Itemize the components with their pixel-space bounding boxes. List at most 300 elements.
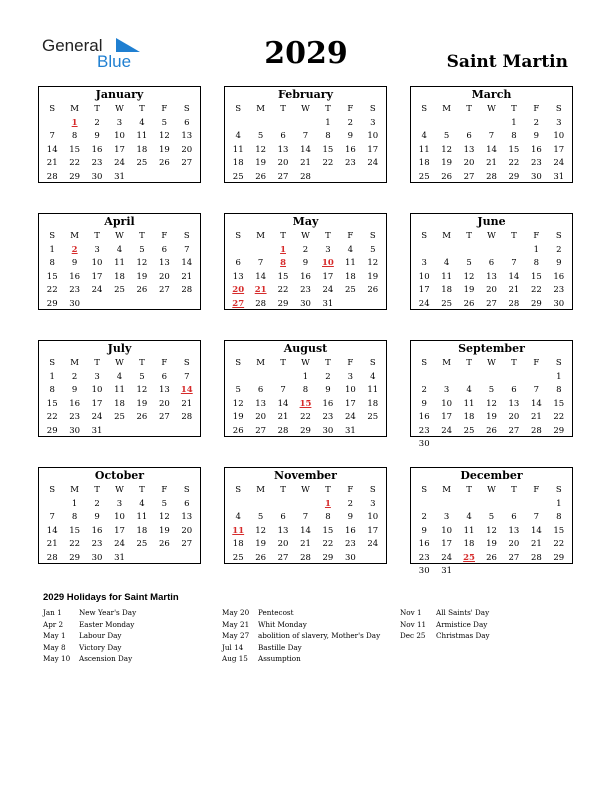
day-cell: 17 — [91, 398, 103, 409]
day-cell: 19 — [255, 539, 267, 549]
weekday-header: T — [511, 231, 517, 241]
day-cell: 22 — [553, 412, 565, 422]
day-cell: 8 — [556, 512, 562, 522]
day-cell: 6 — [235, 258, 241, 268]
weekday-header: F — [533, 485, 540, 495]
holiday-row — [222, 642, 380, 654]
day-cell: 11 — [114, 385, 125, 395]
empty-cell — [458, 244, 480, 258]
day-cell: 3 — [347, 371, 354, 382]
day-cell: 20 — [508, 539, 520, 549]
weekday-header: T — [325, 358, 331, 368]
day-cell: 18 — [114, 271, 125, 282]
day-cell: 21 — [486, 158, 497, 168]
month-title: July — [107, 342, 132, 355]
weekday-header: F — [533, 358, 540, 368]
holiday-day: 15 — [299, 398, 312, 409]
day-cell: 13 — [277, 144, 289, 155]
day-cell: 8 — [325, 512, 331, 522]
day-cell: 6 — [161, 371, 168, 382]
empty-cell — [458, 498, 480, 512]
day-cell: 24 — [114, 539, 125, 549]
day-cell: 26 — [441, 171, 453, 182]
day-grid — [41, 103, 198, 184]
month-january — [38, 86, 201, 183]
day-cell: 8 — [302, 385, 309, 395]
day-cell: 2 — [421, 385, 427, 395]
day-cell: 26 — [463, 298, 475, 309]
day-cell: 1 — [511, 117, 517, 128]
weekday-header: S — [369, 231, 376, 241]
month-title: October — [94, 469, 145, 482]
day-cell: 28 — [46, 552, 58, 563]
day-cell: 7 — [533, 512, 540, 522]
month-july — [38, 340, 201, 437]
holiday-name: Assumption — [258, 654, 301, 663]
day-grid — [413, 230, 570, 311]
day-cell: 26 — [255, 552, 267, 563]
day-cell: 3 — [421, 258, 427, 268]
day-cell: 4 — [235, 512, 241, 522]
day-cell: 7 — [302, 512, 309, 522]
day-cell: 11 — [136, 512, 148, 522]
day-cell: 9 — [325, 385, 331, 395]
day-cell: 27 — [508, 552, 520, 563]
day-cell: 31 — [114, 171, 125, 182]
day-cell: 14 — [46, 144, 58, 155]
day-grid — [227, 484, 384, 565]
holiday-date: May 27 — [222, 631, 250, 640]
holiday-date: Apr 2 — [43, 619, 64, 629]
holiday-day: 14 — [180, 385, 193, 395]
weekday-header: F — [161, 231, 168, 241]
month-title: August — [283, 342, 328, 355]
day-cell: 10 — [418, 271, 430, 282]
day-cell: 9 — [94, 131, 100, 141]
day-cell: 23 — [418, 552, 430, 563]
holiday-date: May 10 — [43, 654, 71, 663]
day-cell: 27 — [277, 552, 289, 563]
month-february — [224, 86, 387, 183]
day-cell: 16 — [91, 525, 103, 536]
day-cell: 12 — [232, 398, 244, 409]
day-cell: 19 — [463, 285, 475, 295]
day-cell: 8 — [49, 258, 55, 268]
month-august — [224, 340, 387, 437]
day-cell: 30 — [418, 566, 430, 576]
weekday-header: F — [347, 358, 354, 368]
day-cell: 30 — [69, 298, 81, 309]
day-cell: 24 — [91, 412, 103, 422]
empty-cell — [503, 498, 525, 512]
holiday-column — [400, 607, 490, 642]
empty-cell — [435, 244, 457, 258]
holiday-day: 2 — [71, 244, 78, 255]
day-cell: 3 — [443, 385, 450, 395]
day-cell: 17 — [553, 144, 565, 155]
day-cell: 11 — [418, 144, 430, 155]
day-cell: 8 — [556, 385, 562, 395]
day-cell: 19 — [158, 144, 170, 155]
day-cell: 30 — [530, 171, 542, 182]
day-cell: 22 — [69, 158, 81, 168]
holiday-day: 1 — [280, 244, 287, 255]
empty-cell — [227, 371, 249, 385]
day-cell: 22 — [322, 539, 334, 549]
day-cell: 2 — [347, 498, 354, 509]
empty-cell — [435, 371, 457, 385]
weekday-header: M — [70, 231, 79, 241]
empty-cell — [525, 371, 547, 385]
day-cell: 3 — [116, 117, 123, 128]
day-cell: 26 — [158, 539, 170, 549]
day-cell: 7 — [184, 244, 190, 255]
day-cell: 21 — [300, 158, 311, 168]
day-cell: 10 — [91, 258, 103, 268]
day-cell: 22 — [69, 539, 81, 549]
day-cell: 25 — [136, 158, 148, 168]
day-cell: 21 — [46, 158, 58, 168]
weekday-header: S — [555, 104, 562, 114]
day-cell: 7 — [533, 385, 540, 395]
day-cell: 19 — [136, 398, 148, 409]
holiday-row — [222, 607, 380, 619]
holiday-row — [400, 619, 490, 631]
day-cell: 10 — [114, 512, 125, 522]
day-cell: 29 — [322, 552, 334, 563]
holiday-day: 8 — [280, 258, 287, 268]
day-cell: 31 — [344, 425, 356, 436]
day-cell: 29 — [508, 171, 520, 182]
weekday-header: F — [533, 231, 540, 241]
day-cell: 27 — [486, 298, 497, 309]
day-cell: 23 — [344, 539, 356, 549]
empty-cell — [227, 117, 249, 131]
holiday-date: Aug 15 — [222, 654, 248, 663]
day-cell: 11 — [463, 525, 475, 536]
weekday-header: S — [235, 231, 242, 241]
day-cell: 17 — [441, 412, 453, 422]
day-cell: 9 — [533, 131, 540, 141]
day-cell: 1 — [71, 498, 78, 509]
day-cell: 21 — [530, 412, 542, 422]
day-cell: 13 — [277, 525, 289, 536]
weekday-header: T — [139, 485, 145, 495]
weekday-header: M — [442, 485, 451, 495]
weekday-header: W — [301, 104, 310, 114]
holiday-name: Victory Day — [79, 642, 122, 652]
weekday-header: M — [256, 231, 265, 241]
day-cell: 13 — [181, 512, 193, 522]
day-cell: 25 — [367, 412, 379, 422]
day-cell: 24 — [553, 158, 565, 168]
day-cell: 28 — [300, 171, 311, 182]
weekday-header: T — [139, 231, 145, 241]
day-cell: 10 — [553, 131, 565, 141]
day-cell: 9 — [94, 512, 100, 522]
holiday-name: Armistice Day — [436, 619, 488, 629]
day-cell: 20 — [277, 158, 289, 168]
weekday-header: F — [161, 358, 168, 368]
holiday-name: All Saints' Day — [436, 608, 490, 617]
day-cell: 16 — [300, 271, 311, 282]
day-cell: 2 — [71, 371, 78, 382]
day-cell: 13 — [463, 144, 475, 155]
day-cell: 20 — [158, 398, 170, 409]
day-cell: 15 — [508, 144, 520, 155]
weekday-header: S — [421, 485, 428, 495]
day-cell: 5 — [139, 371, 145, 382]
day-cell: 26 — [367, 285, 379, 295]
day-cell: 8 — [533, 258, 540, 268]
day-cell: 19 — [486, 539, 497, 549]
weekday-header: S — [183, 231, 190, 241]
day-cell: 17 — [114, 144, 125, 155]
day-cell: 15 — [46, 271, 58, 282]
month-title: April — [104, 215, 135, 228]
day-cell: 18 — [136, 525, 148, 536]
day-cell: 16 — [69, 271, 81, 282]
weekday-header: M — [70, 358, 79, 368]
day-cell: 3 — [370, 117, 376, 128]
day-cell: 17 — [91, 271, 103, 282]
day-cell: 9 — [421, 398, 427, 409]
weekday-header: S — [369, 104, 376, 114]
day-cell: 23 — [322, 412, 334, 422]
weekday-header: M — [70, 485, 79, 495]
weekday-header: F — [347, 485, 354, 495]
holiday-date: May 20 — [222, 608, 250, 617]
weekday-header: T — [280, 358, 286, 368]
month-march — [410, 86, 573, 183]
day-cell: 11 — [136, 131, 148, 141]
month-may — [224, 213, 387, 310]
day-cell: 13 — [508, 398, 520, 409]
weekday-header: S — [421, 231, 428, 241]
month-title: February — [277, 88, 333, 101]
day-cell: 30 — [91, 552, 103, 563]
day-cell: 13 — [508, 525, 520, 536]
day-cell: 18 — [463, 539, 475, 549]
holiday-day: 1 — [71, 117, 78, 128]
holiday-date: May 21 — [222, 619, 250, 629]
empty-cell — [249, 498, 271, 512]
holiday-row — [43, 619, 136, 631]
day-cell: 27 — [277, 171, 289, 182]
day-cell: 7 — [280, 385, 286, 395]
day-cell: 6 — [466, 131, 472, 141]
day-cell: 1 — [49, 244, 55, 255]
month-december — [410, 467, 573, 576]
day-cell: 19 — [441, 158, 453, 168]
day-cell: 16 — [530, 144, 542, 155]
day-grid — [413, 103, 570, 184]
month-title: March — [471, 88, 512, 101]
day-cell: 21 — [46, 539, 58, 549]
day-cell: 8 — [511, 131, 517, 141]
day-cell: 28 — [181, 285, 193, 295]
weekday-header: T — [466, 485, 472, 495]
day-cell: 2 — [347, 117, 354, 128]
day-cell: 14 — [255, 271, 267, 282]
day-cell: 24 — [418, 298, 430, 309]
day-cell: 14 — [530, 525, 542, 536]
day-cell: 4 — [116, 244, 123, 255]
day-cell: 12 — [463, 271, 475, 282]
day-cell: 6 — [257, 385, 264, 395]
logo-text-blue: Blue — [97, 52, 132, 71]
month-november — [224, 467, 387, 564]
empty-cell — [294, 498, 316, 512]
day-cell: 4 — [235, 131, 241, 141]
day-cell: 2 — [302, 244, 309, 255]
holiday-name: Easter Monday — [79, 619, 135, 629]
weekday-header: W — [487, 104, 496, 114]
weekday-header: S — [49, 485, 56, 495]
day-cell: 25 — [114, 285, 125, 295]
day-cell: 1 — [49, 371, 55, 382]
day-cell: 10 — [367, 131, 379, 141]
day-cell: 16 — [69, 398, 81, 409]
day-cell: 20 — [255, 412, 267, 422]
day-cell: 29 — [277, 298, 289, 309]
day-cell: 18 — [232, 158, 244, 168]
day-cell: 17 — [344, 398, 356, 409]
day-cell: 16 — [418, 539, 430, 549]
day-cell: 21 — [530, 539, 542, 549]
day-cell: 5 — [466, 258, 472, 268]
day-cell: 20 — [508, 412, 520, 422]
day-cell: 21 — [508, 285, 520, 295]
day-cell: 31 — [553, 171, 565, 182]
day-cell: 1 — [533, 244, 540, 255]
day-cell: 29 — [69, 552, 81, 563]
holiday-date: May 1 — [43, 631, 66, 640]
weekday-header: S — [421, 358, 428, 368]
day-cell: 15 — [69, 525, 81, 536]
holiday-date: May 8 — [43, 642, 66, 652]
day-cell: 29 — [300, 425, 311, 436]
day-cell: 21 — [277, 412, 289, 422]
day-grid — [413, 484, 570, 579]
month-title: September — [458, 342, 525, 355]
day-cell: 7 — [511, 258, 517, 268]
empty-cell — [413, 244, 435, 258]
weekday-header: T — [94, 104, 100, 114]
day-cell: 30 — [91, 171, 103, 182]
day-cell: 27 — [508, 425, 520, 436]
weekday-header: W — [301, 231, 310, 241]
day-grid — [41, 484, 198, 565]
month-title: January — [95, 88, 144, 101]
weekday-header: S — [235, 358, 242, 368]
empty-cell — [272, 498, 294, 512]
day-cell: 18 — [463, 412, 475, 422]
day-cell: 27 — [463, 171, 475, 182]
day-cell: 14 — [181, 258, 193, 268]
day-cell: 12 — [136, 258, 148, 268]
day-cell: 14 — [508, 271, 520, 282]
holidays-title: 2029 Holidays for Saint Martin — [43, 592, 179, 603]
day-cell: 9 — [556, 258, 562, 268]
day-cell: 24 — [322, 285, 334, 295]
weekday-header: T — [325, 104, 331, 114]
day-cell: 30 — [344, 552, 356, 563]
day-cell: 8 — [49, 385, 55, 395]
day-cell: 2 — [94, 117, 100, 128]
day-cell: 12 — [441, 144, 453, 155]
day-cell: 28 — [530, 552, 542, 563]
weekday-header: S — [235, 485, 242, 495]
holiday-day: 21 — [254, 285, 267, 295]
day-cell: 20 — [181, 144, 193, 155]
holiday-column — [222, 607, 380, 665]
day-cell: 29 — [46, 298, 58, 309]
day-cell: 7 — [257, 258, 264, 268]
holiday-date: Nov 1 — [400, 608, 422, 617]
day-cell: 4 — [347, 244, 354, 255]
day-cell: 8 — [71, 131, 78, 141]
day-cell: 24 — [91, 285, 103, 295]
weekday-header: W — [301, 358, 310, 368]
weekday-header: T — [280, 485, 286, 495]
weekday-header: S — [555, 231, 562, 241]
day-cell: 12 — [486, 398, 497, 409]
day-cell: 17 — [367, 525, 379, 536]
day-cell: 18 — [367, 398, 379, 409]
logo-text-general: General — [42, 36, 103, 55]
day-cell: 24 — [441, 552, 453, 563]
holiday-name: New Year's Day — [79, 608, 137, 617]
day-cell: 10 — [367, 512, 379, 522]
weekday-header: T — [466, 231, 472, 241]
holiday-name: Pentecost — [258, 608, 294, 617]
empty-cell — [480, 244, 502, 258]
day-cell: 29 — [69, 171, 81, 182]
day-cell: 4 — [443, 258, 450, 268]
holiday-row — [43, 630, 136, 642]
day-cell: 27 — [158, 285, 170, 295]
weekday-header: W — [301, 485, 310, 495]
weekday-header: S — [49, 231, 56, 241]
day-cell: 6 — [280, 512, 286, 522]
holiday-row — [400, 630, 490, 642]
day-cell: 25 — [441, 298, 453, 309]
day-cell: 4 — [139, 498, 145, 509]
day-cell: 14 — [46, 525, 58, 536]
day-cell: 29 — [553, 425, 565, 436]
day-cell: 9 — [302, 258, 309, 268]
empty-cell — [272, 371, 294, 385]
day-cell: 19 — [367, 271, 379, 282]
day-cell: 15 — [46, 398, 58, 409]
day-cell: 22 — [322, 158, 334, 168]
day-cell: 3 — [556, 117, 562, 128]
holiday-row — [43, 653, 136, 665]
day-cell: 19 — [232, 412, 244, 422]
day-cell: 27 — [181, 539, 193, 549]
day-cell: 5 — [139, 244, 145, 255]
day-cell: 15 — [322, 525, 334, 536]
day-cell: 25 — [418, 171, 430, 182]
month-title: December — [460, 469, 523, 482]
weekday-header: T — [511, 358, 517, 368]
day-cell: 16 — [553, 271, 565, 282]
day-cell: 14 — [486, 144, 497, 155]
day-grid — [227, 103, 384, 184]
holiday-row — [400, 607, 490, 619]
day-cell: 5 — [161, 498, 168, 509]
